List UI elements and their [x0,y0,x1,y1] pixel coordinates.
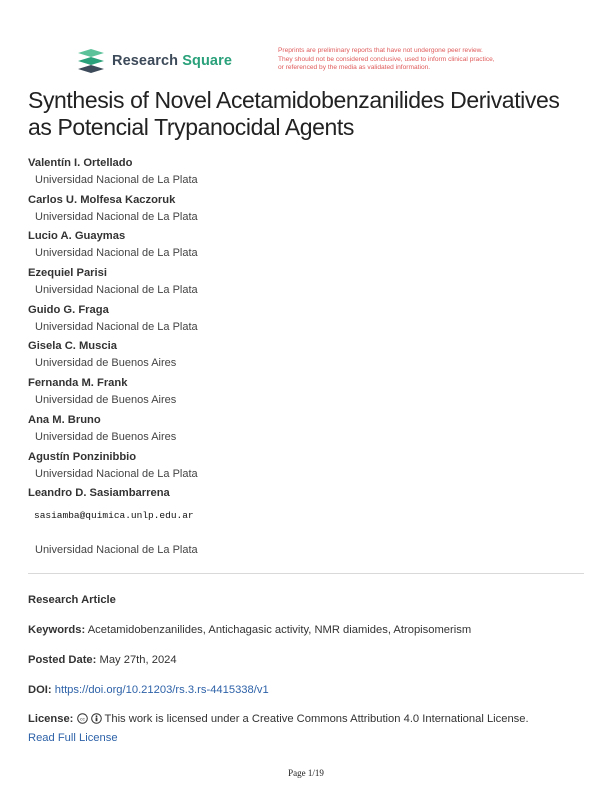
disclaimer-line: They should not be considered conclusive, used to inform clinical practice, [278,55,495,63]
page-number: Page 1/19 [288,768,324,778]
keywords-value: Acetamidobenzanilides, Antichagasic activity, NMR diamides, Atropisomerism [87,624,472,636]
author-name[interactable]: Guido G. Fraga [28,303,109,316]
license-text: This work is licensed under a Creative Commons Attribution 4.0 International License. [104,713,529,725]
doi-label: DOI: [28,684,52,696]
author-affiliation: Universidad de Buenos Aires [35,430,177,443]
author-affiliation: Universidad Nacional de La Plata [35,247,198,260]
svg-text:cc: cc [79,717,85,723]
keywords-row [28,624,471,636]
author-entry [28,302,198,339]
author-entry [28,412,198,449]
article-type: Research Article [28,594,116,606]
license-label: License: [28,713,74,725]
author-affiliation: Universidad Nacional de La Plata [35,544,198,556]
author-affiliation: Universidad Nacional de La Plata [35,174,198,186]
author-list [28,155,198,522]
doi-link[interactable]: https://doi.org/10.21203/rs.3.rs-4415338/v1 [54,684,269,696]
author-entry [28,228,198,265]
author-affiliation: Universidad de Buenos Aires [35,357,177,370]
posted-date-value: May 27th, 2024 [99,654,177,666]
posted-date-label: Posted Date: [28,654,97,666]
author-name[interactable]: Ezequiel Parisi [28,267,107,280]
author-entry [28,449,198,486]
read-full-license-link[interactable]: Read Full License [28,732,118,744]
author-entry [28,375,198,412]
author-name[interactable]: Valentín I. Ortellado [28,157,133,169]
author-affiliation: Universidad Nacional de La Plata [35,284,198,297]
license-row [28,713,529,725]
author-entry [28,155,198,192]
research-square-logo[interactable] [76,48,232,74]
author-name[interactable]: Fernanda M. Frank [28,377,128,390]
corresponding-email[interactable]: sasiamba@quimica.unlp.edu.ar [34,510,194,521]
author-entry [28,338,198,375]
paper-title: Synthesis of Novel Acetamidobenzanilides Derivatives as Potencial Trypanocidal Agents [28,87,560,140]
logo-wordmark: Research Square [112,53,232,69]
author-name[interactable]: Agustín Ponzinibbio [28,450,137,463]
research-square-logo-icon [76,48,106,74]
by-icon[interactable] [91,713,102,724]
doi-row [28,684,269,696]
author-affiliation: Universidad de Buenos Aires [35,394,177,407]
preprint-disclaimer [278,47,568,73]
author-affiliation: Universidad Nacional de La Plata [35,467,198,480]
section-divider [28,573,584,574]
disclaimer-line: or referenced by the media as validated information. [278,64,431,72]
cc-icon[interactable] [77,713,88,724]
author-name[interactable]: Lucio A. Guaymas [28,230,126,243]
author-affiliation: Universidad Nacional de La Plata [35,210,198,223]
author-name[interactable]: Ana M. Bruno [28,413,101,426]
disclaimer-line: Preprints are preliminary reports that have not undergone peer review. [278,47,483,54]
author-name[interactable]: Leandro D. Sasiambarrena [28,487,170,500]
author-name[interactable]: Carlos U. Molfesa Kaczoruk [28,193,176,206]
author-entry [28,265,198,302]
author-name[interactable]: Gisela C. Muscia [28,340,117,353]
keywords-label: Keywords: [28,624,86,636]
posted-date-row [28,654,177,666]
author-affiliation: Universidad Nacional de La Plata [35,320,198,333]
author-entry [28,192,198,229]
